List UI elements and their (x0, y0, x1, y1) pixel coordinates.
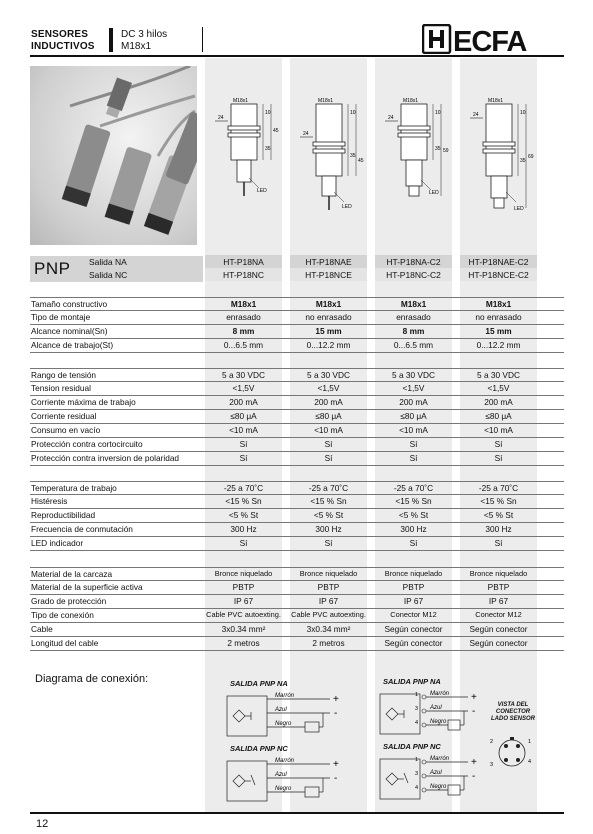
spec-value: 300 Hz (485, 524, 512, 534)
diagram-nc-cable-title: SALIDA PNP NC (230, 744, 288, 753)
spec-row (30, 325, 564, 339)
svg-text:10: 10 (520, 110, 526, 116)
spec-label: Corriente residual (31, 411, 97, 421)
spec-value: 5 a 30 VDC (477, 370, 520, 380)
svg-text:1: 1 (528, 739, 532, 745)
diagram-pnp-nc-cable (225, 753, 365, 803)
spec-value: <10 mA (229, 425, 258, 435)
svg-text:Negro: Negro (275, 721, 292, 727)
sensor-drawing-2 (290, 92, 367, 232)
spec-value: 0...12.2 mm (476, 340, 521, 350)
spec-value: Sí (239, 538, 248, 548)
spec-label: Longitud del cable (31, 638, 99, 648)
spec-value: Conector M12 (390, 610, 437, 619)
ecfa-logo (422, 24, 540, 54)
model-na-1: HT-P18NA (223, 257, 264, 267)
spec-row (30, 438, 564, 452)
diagram-pnp-na-cable (225, 688, 365, 738)
spec-value: Conector M12 (475, 610, 522, 619)
logo-text: ECFA (453, 26, 527, 54)
connector-view-line1: VISTA DEL (497, 702, 529, 708)
spec-value: Según conector (469, 638, 528, 648)
spec-value: no enrasado (305, 312, 352, 322)
model-nc-1: HT-P18NC (222, 270, 265, 280)
spec-value: M18x1 (400, 299, 427, 309)
spec-value: 5 a 30 VDC (392, 370, 435, 380)
spec-value: <5 % St (483, 510, 514, 520)
svg-text:Marrón: Marrón (430, 691, 450, 697)
section-subtitle (121, 29, 167, 53)
svg-text:+: + (333, 694, 339, 705)
spec-row (30, 311, 564, 325)
spec-value: -25 a 70˚C (223, 483, 264, 493)
spec-value: -25 a 70˚C (478, 483, 519, 493)
spec-value: Sí (324, 453, 333, 463)
spec-value: Según conector (384, 624, 443, 634)
spec-label: Consumo en vacío (31, 425, 101, 435)
spec-label: Protección contra inversion de polaridad (31, 453, 180, 463)
spec-label: Alcance nominal(Sn) (31, 326, 108, 336)
svg-text:45: 45 (273, 128, 279, 134)
section-title-line2: INDUCTIVOS (31, 41, 95, 52)
svg-text:Azul: Azul (430, 770, 442, 776)
spec-label: Grado de protección (31, 596, 107, 606)
spec-label: Protección contra cortocircuito (31, 439, 143, 449)
spec-label: Material de la carcaza (31, 569, 113, 579)
spec-row (30, 410, 564, 424)
svg-text:1: 1 (415, 757, 419, 763)
diagram-pnp-nc-connector (378, 751, 488, 801)
spec-value: 0...6.5 mm (223, 340, 264, 350)
svg-text:Negro: Negro (275, 786, 292, 792)
svg-text:Azul: Azul (430, 705, 442, 711)
spec-value: PBTP (232, 582, 255, 592)
spec-value: 15 mm (485, 326, 512, 336)
svg-text:35: 35 (265, 146, 271, 152)
svg-text:2: 2 (490, 739, 494, 745)
spec-label: Alcance de trabajo(St) (31, 340, 114, 350)
spec-value: <15 % Sn (225, 496, 262, 506)
spec-value: Sí (494, 538, 503, 548)
sensor-drawing-4 (460, 92, 537, 232)
svg-text:M18x1: M18x1 (233, 98, 249, 104)
svg-text:24: 24 (473, 112, 479, 118)
spec-value: Sí (494, 439, 503, 449)
spec-value: M18x1 (485, 299, 512, 309)
connector-view-line2: CONECTOR (495, 709, 531, 715)
diagram-nc-connector-title: SALIDA PNP NC (383, 742, 441, 751)
connector-view-label (483, 702, 543, 723)
spec-value: 8 mm (402, 326, 425, 336)
svg-text:LED: LED (429, 190, 439, 196)
header-rule (30, 55, 564, 57)
spec-value: ≤80 μA (230, 411, 257, 421)
spec-value: enrasado (396, 312, 431, 322)
svg-text:10: 10 (435, 110, 441, 116)
subtitle-line1: DC 3 hilos (121, 29, 168, 40)
svg-text:+: + (471, 757, 477, 768)
svg-text:24: 24 (303, 131, 309, 137)
product-photo (30, 66, 197, 245)
svg-text:-: - (334, 773, 338, 784)
spec-label: Frecuencia de conmutación (31, 524, 133, 534)
svg-text:45: 45 (358, 158, 364, 164)
spec-value: Bronce niquelado (214, 569, 273, 578)
spec-value: Según conector (384, 638, 443, 648)
spec-value: <15 % Sn (395, 496, 432, 506)
spec-value: Sí (409, 453, 418, 463)
spec-row (30, 297, 564, 311)
spec-row (30, 495, 564, 509)
spec-value: <1,5V (317, 383, 340, 393)
svg-text:59: 59 (443, 148, 449, 154)
svg-text:Azul: Azul (275, 707, 287, 713)
spec-value: ≤80 μA (400, 411, 427, 421)
spec-label: Tipo de montaje (31, 312, 91, 322)
spec-value: Sí (409, 538, 418, 548)
svg-text:35: 35 (350, 153, 356, 159)
output-nc-label: Salida NC (89, 270, 128, 280)
spec-value: Sí (409, 439, 418, 449)
spec-value: <10 mA (484, 425, 513, 435)
connector-view-line3: LADO SENSOR (490, 716, 535, 722)
svg-text:LED: LED (342, 204, 352, 210)
model-nc-3: HT-P18NC-C2 (386, 270, 441, 280)
section-title-line1: SENSORES (31, 29, 89, 40)
spec-value: 300 Hz (315, 524, 342, 534)
svg-text:10: 10 (265, 110, 271, 116)
spec-row (30, 623, 564, 637)
diagram-pnp-na-connector (378, 686, 488, 736)
spec-value: PBTP (487, 582, 510, 592)
spec-label: Rango de tensión (31, 370, 97, 380)
spec-value: 300 Hz (230, 524, 257, 534)
output-na-label: Salida NA (89, 257, 127, 267)
sensor-drawing-1 (205, 92, 282, 232)
spec-label: Tension residual (31, 383, 91, 393)
spec-value: Bronce niquelado (469, 569, 528, 578)
spec-value: Bronce niquelado (384, 569, 443, 578)
spec-label: Histéresis (31, 496, 68, 506)
svg-text:3: 3 (415, 771, 419, 777)
spec-value: <1,5V (232, 383, 255, 393)
spec-value: Sí (239, 439, 248, 449)
spec-value: ≤80 μA (485, 411, 512, 421)
svg-text:-: - (334, 708, 338, 719)
spec-label: Temperatura de trabajo (31, 483, 117, 493)
spec-value: PBTP (402, 582, 425, 592)
spec-label: Cable (31, 624, 53, 634)
spec-value: -25 a 70˚C (308, 483, 349, 493)
svg-text:4: 4 (528, 759, 532, 765)
spec-label: LED indicador (31, 538, 84, 548)
spec-row (30, 396, 564, 410)
svg-text:3: 3 (490, 762, 494, 768)
spec-value: ≤80 μA (315, 411, 342, 421)
diagram-na-connector-title: SALIDA PNP NA (383, 677, 441, 686)
spec-value: 2 metros (312, 638, 345, 648)
spec-value: Sí (324, 439, 333, 449)
spec-value: no enrasado (475, 312, 522, 322)
spec-value: Según conector (469, 624, 528, 634)
spec-value: -25 a 70˚C (393, 483, 434, 493)
svg-text:M18x1: M18x1 (488, 98, 504, 104)
spec-value: Cable PVC autoexting. (206, 610, 281, 619)
spec-value: <5 % St (228, 510, 259, 520)
spec-row (30, 567, 564, 581)
svg-text:+: + (471, 692, 477, 703)
spec-value: 200 mA (229, 397, 258, 407)
page-number: 12 (36, 818, 49, 830)
svg-text:3: 3 (415, 706, 419, 712)
spec-row (30, 581, 564, 595)
spec-row (30, 368, 564, 382)
spec-value: 3x0.34 mm² (221, 624, 266, 634)
svg-text:-: - (472, 771, 476, 782)
header-divider-bar (109, 28, 113, 52)
spec-value: Sí (324, 538, 333, 548)
svg-text:24: 24 (388, 115, 394, 121)
spec-label: Tamaño constructivo (31, 299, 108, 309)
section-title (31, 29, 95, 53)
spec-row (30, 481, 564, 495)
svg-text:Marrón: Marrón (275, 758, 295, 764)
spec-value: M18x1 (315, 299, 342, 309)
spec-value: Sí (239, 453, 248, 463)
spec-value: <5 % St (313, 510, 344, 520)
spec-row (30, 609, 564, 623)
spec-value: IP 67 (403, 596, 424, 606)
header-divider-line (202, 27, 203, 52)
spec-label: Material de la superficie activa (31, 582, 143, 592)
spec-row (30, 452, 564, 466)
spec-value: Sí (494, 453, 503, 463)
spec-row (30, 339, 564, 353)
svg-text:4: 4 (415, 720, 419, 726)
spec-row (30, 637, 564, 651)
spec-value: 0...12.2 mm (306, 340, 351, 350)
spec-value: <10 mA (314, 425, 343, 435)
spec-value: Cable PVC autoexting. (291, 610, 366, 619)
spec-value: Bronce niquelado (299, 569, 358, 578)
svg-text:+: + (333, 759, 339, 770)
output-type-label: PNP (34, 259, 71, 278)
model-na-4: HT-P18NAE-C2 (468, 257, 529, 267)
spec-value: 5 a 30 VDC (222, 370, 265, 380)
spec-label: Corriente máxima de trabajo (31, 397, 136, 407)
spec-row (30, 523, 564, 537)
svg-text:69: 69 (528, 154, 534, 160)
svg-text:1: 1 (415, 692, 419, 698)
spec-value: 2 metros (227, 638, 260, 648)
model-nc-2: HT-P18NCE (305, 270, 352, 280)
diagram-na-cable-title: SALIDA PNP NA (230, 679, 288, 688)
spec-value: <15 % Sn (310, 496, 347, 506)
spec-value: M18x1 (230, 299, 257, 309)
svg-text:M18x1: M18x1 (403, 98, 419, 104)
spec-row (30, 537, 564, 551)
spec-value: 3x0.34 mm² (306, 624, 351, 634)
spec-value: IP 67 (233, 596, 254, 606)
model-nc-4: HT-P18NCE-C2 (468, 270, 529, 280)
sensor-drawing-3 (375, 92, 452, 232)
spec-value: 200 mA (314, 397, 343, 407)
spec-row (30, 424, 564, 438)
spec-value: IP 67 (488, 596, 509, 606)
svg-text:35: 35 (435, 146, 441, 152)
spec-label: Reproductibilidad (31, 510, 96, 520)
spec-value: IP 67 (318, 596, 339, 606)
svg-text:LED: LED (514, 206, 524, 212)
model-na-2: HT-P18NAE (305, 257, 352, 267)
svg-text:Negro: Negro (430, 719, 447, 725)
svg-text:Marrón: Marrón (430, 756, 450, 762)
svg-text:Marrón: Marrón (275, 693, 295, 699)
spec-value: 15 mm (315, 326, 342, 336)
svg-text:35: 35 (520, 158, 526, 164)
spec-value: <10 mA (399, 425, 428, 435)
spec-label: Tipo de conexión (31, 610, 94, 620)
svg-text:Azul: Azul (275, 772, 287, 778)
spec-value: <15 % Sn (480, 496, 517, 506)
connector-pinout-icon (488, 733, 538, 773)
spec-value: 0...6.5 mm (393, 340, 434, 350)
svg-text:24: 24 (218, 115, 224, 121)
spec-value: 300 Hz (400, 524, 427, 534)
svg-text:M18x1: M18x1 (318, 98, 334, 104)
spec-value: 5 a 30 VDC (307, 370, 350, 380)
spec-row (30, 382, 564, 396)
footer-rule (30, 812, 564, 814)
model-na-3: HT-P18NA-C2 (386, 257, 441, 267)
svg-text:4: 4 (415, 785, 419, 791)
spec-value: PBTP (317, 582, 340, 592)
spec-value: 8 mm (232, 326, 255, 336)
spec-row (30, 595, 564, 609)
subtitle-line2: M18x1 (121, 41, 152, 52)
svg-text:Negro: Negro (430, 784, 447, 790)
diagram-title: Diagrama de conexión: (35, 673, 149, 685)
svg-text:10: 10 (350, 110, 356, 116)
spec-value: enrasado (226, 312, 261, 322)
spec-value: 200 mA (484, 397, 513, 407)
spec-value: <1,5V (402, 383, 425, 393)
spec-value: <1,5V (487, 383, 510, 393)
spec-value: 200 mA (399, 397, 428, 407)
spec-row (30, 509, 564, 523)
svg-text:-: - (472, 706, 476, 717)
spec-value: <5 % St (398, 510, 429, 520)
svg-text:LED: LED (257, 188, 267, 194)
